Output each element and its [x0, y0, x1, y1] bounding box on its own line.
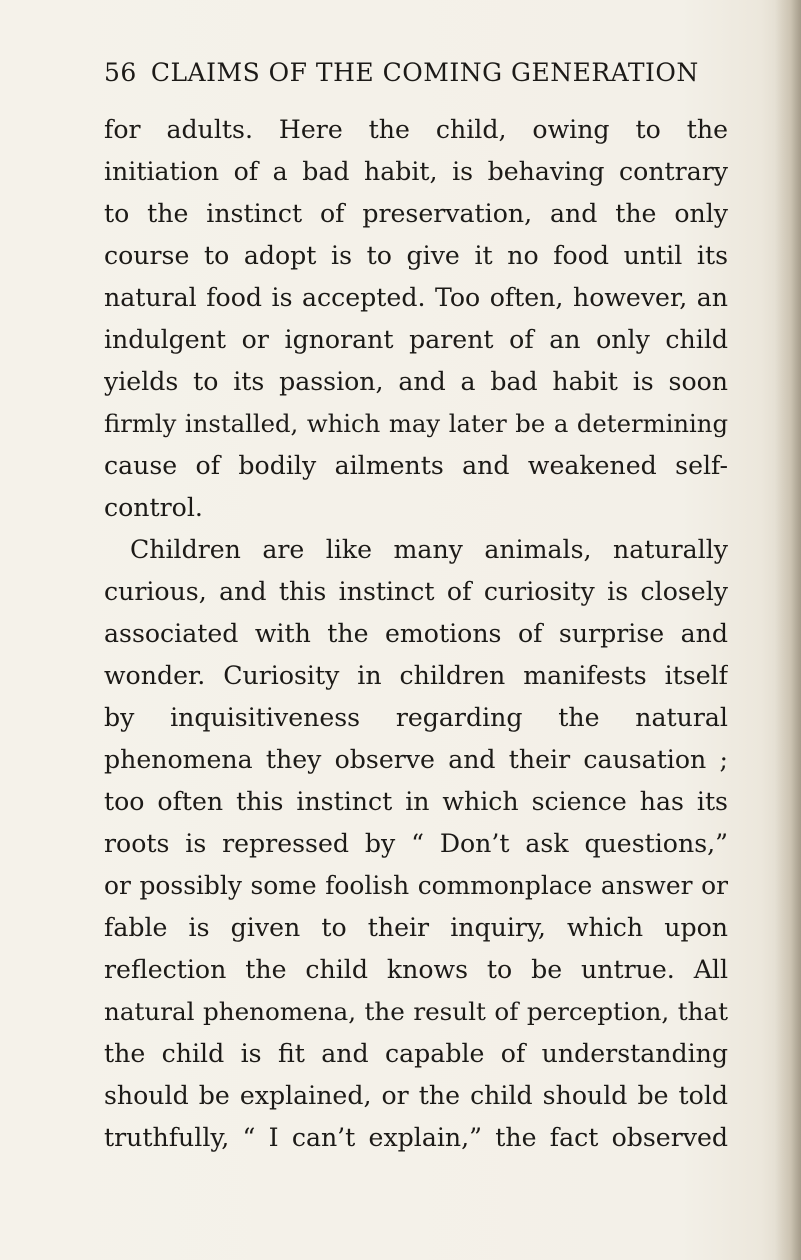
running-head — [104, 58, 724, 98]
text-line: by inquisitiveness regarding the natural — [104, 703, 728, 732]
text-line: to the instinct of preservation, and the only — [104, 199, 728, 228]
text-line: yields to its passion, and a bad habit is soon — [104, 367, 728, 396]
text-line: initiation of a bad habit, is behaving contrary — [104, 157, 728, 186]
text-line: should be explained, or the child should be told — [104, 1081, 728, 1110]
page-edge-shadow — [775, 0, 801, 1260]
text-line: curious, and this instinct of curiosity is closely — [104, 577, 728, 606]
running-title: CLAIMS OF THE COMING GENERATION — [150, 58, 699, 87]
text-line: or possibly some foolish commonplace answer or — [104, 871, 728, 900]
text-line: course to adopt is to give it no food until its — [104, 241, 728, 270]
text-line: indulgent or ignorant parent of an only child — [104, 325, 728, 354]
text-line: too often this instinct in which science has its — [104, 787, 728, 816]
text-line: natural phenomena, the result of perception, that — [104, 997, 728, 1026]
page-number: 56 — [104, 58, 137, 87]
text-line: natural food is accepted. Too often, however, an — [104, 283, 728, 312]
text-line: reflection the child knows to be untrue. All — [104, 955, 728, 984]
text-line: cause of bodily ailments and weakened self- — [104, 451, 728, 480]
text-line: associated with the emotions of surprise and — [104, 619, 728, 648]
text-line: Children are like many animals, naturally — [130, 535, 728, 564]
text-line: for adults. Here the child, owing to the — [104, 115, 728, 144]
text-line: roots is repressed by “ Don’t ask questions,” — [104, 829, 728, 858]
text-line: firmly installed, which may later be a determining — [104, 409, 728, 438]
text-line: the child is fit and capable of understanding — [104, 1039, 728, 1068]
text-line: fable is given to their inquiry, which upon — [104, 913, 728, 942]
text-line: control. — [104, 493, 203, 522]
text-line: phenomena they observe and their causation ; — [104, 745, 728, 774]
text-line: truthfully, “ I can’t explain,” the fact observed — [104, 1123, 728, 1152]
body-text — [104, 109, 728, 1159]
text-line: wonder. Curiosity in children manifests itself — [104, 661, 728, 690]
